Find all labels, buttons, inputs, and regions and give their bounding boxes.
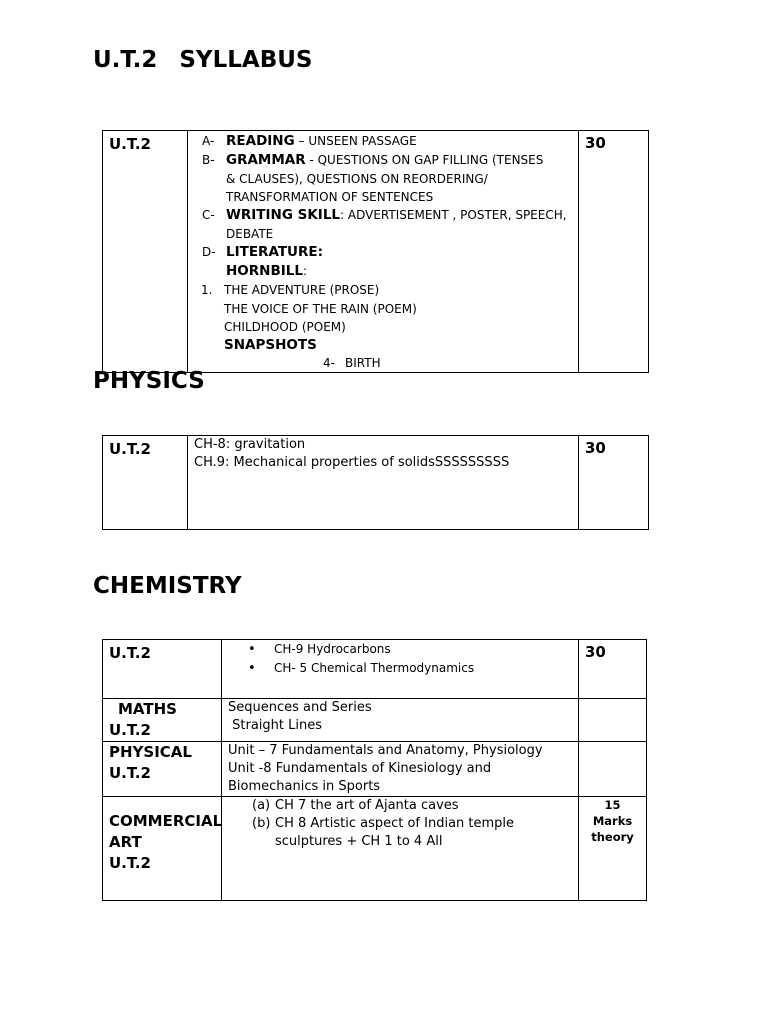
multi-subject-table bbox=[102, 639, 647, 901]
commercial-label bbox=[103, 797, 222, 901]
physics-label: U.T.2 bbox=[103, 436, 188, 530]
commercial-marks-line-2: Marks bbox=[592, 814, 633, 828]
maths-label-line-2: U.T.2 bbox=[109, 721, 151, 739]
maths-marks bbox=[579, 699, 647, 742]
grammar-line-3: TRANSFORMATION OF SENTENCES bbox=[226, 190, 434, 204]
commercial-content bbox=[222, 797, 579, 901]
commercial-marks-line-1: 15 bbox=[604, 798, 621, 812]
commercial-item-a: (a) CH 7 the art of Ajanta caves bbox=[252, 798, 459, 813]
commercial-item-b-line-2: sculptures + CH 1 to 4 All bbox=[275, 834, 443, 849]
commercial-label-line-1: COMMERCIAL bbox=[109, 812, 223, 830]
commercial-item-b: (b) CH 8 Artistic aspect of Indian temple bbox=[252, 816, 515, 831]
maths-line-1: Sequences and Series bbox=[228, 700, 372, 715]
title-syllabus: SYLLABUS bbox=[179, 47, 313, 73]
physics-line-1: CH-8: gravitation bbox=[194, 437, 306, 452]
physics-content bbox=[188, 436, 579, 530]
lit-item-1: 1. THE ADVENTURE (PROSE) bbox=[201, 283, 380, 297]
physical-content bbox=[222, 742, 579, 797]
reading-row: A- READING – UNSEEN PASSAGE bbox=[202, 133, 417, 149]
english-table bbox=[102, 130, 649, 373]
chemistry-content bbox=[222, 640, 579, 699]
birth-row: 4- BIRTH bbox=[323, 356, 381, 370]
chemistry-marks: 30 bbox=[579, 640, 647, 699]
physics-heading: PHYSICS bbox=[93, 368, 205, 394]
writing-row: C- WRITING SKILL: ADVERTISEMENT , POSTER, SPEECH, bbox=[202, 207, 567, 223]
physical-label-line-2: U.T.2 bbox=[109, 764, 151, 782]
physics-table bbox=[102, 435, 649, 530]
maths-label-line-1: MATHS bbox=[118, 700, 177, 718]
physical-label bbox=[103, 742, 222, 797]
chemistry-label: U.T.2 bbox=[103, 640, 222, 699]
physical-line-1: Unit – 7 Fundamentals and Anatomy, Physiology bbox=[228, 743, 543, 758]
snapshots-label: SNAPSHOTS bbox=[224, 337, 317, 353]
page-title bbox=[93, 47, 312, 73]
grammar-row: B- GRAMMAR - QUESTIONS ON GAP FILLING (TENSES bbox=[202, 152, 544, 168]
english-label: U.T.2 bbox=[103, 131, 188, 373]
writing-line-2: DEBATE bbox=[226, 227, 274, 241]
physics-marks: 30 bbox=[579, 436, 649, 530]
maths-line-2: Straight Lines bbox=[228, 718, 322, 733]
physical-label-line-1: PHYSICAL bbox=[109, 743, 192, 761]
hornbill-row: HORNBILL: bbox=[226, 263, 308, 279]
lit-item-3: CHILDHOOD (POEM) bbox=[224, 320, 346, 334]
chemistry-item-2: • CH- 5 Chemical Thermodynamics bbox=[248, 661, 475, 676]
physical-line-3: Biomechanics in Sports bbox=[228, 779, 381, 794]
chemistry-item-1: • CH-9 Hydrocarbons bbox=[248, 642, 391, 657]
grammar-line-2: & CLAUSES), QUESTIONS ON REORDERING/ bbox=[226, 172, 488, 186]
commercial-label-line-3: U.T.2 bbox=[109, 854, 151, 872]
physics-line-2: CH.9: Mechanical properties of solidsSSSSSSSSS bbox=[194, 455, 510, 470]
chemistry-heading: CHEMISTRY bbox=[93, 573, 242, 599]
lit-item-2: THE VOICE OF THE RAIN (POEM) bbox=[224, 302, 417, 316]
physical-marks bbox=[579, 742, 647, 797]
title-ut: U.T.2 bbox=[93, 47, 158, 73]
commercial-marks-line-3: theory bbox=[591, 830, 634, 844]
english-marks: 30 bbox=[579, 131, 649, 373]
bullet-icon: • bbox=[248, 642, 256, 657]
maths-content bbox=[222, 699, 579, 742]
commercial-marks bbox=[579, 797, 647, 901]
english-content bbox=[188, 131, 579, 373]
bullet-icon: • bbox=[248, 661, 256, 676]
literature-row: D- LITERATURE: bbox=[202, 244, 324, 260]
maths-label bbox=[103, 699, 222, 742]
physical-line-2: Unit -8 Fundamentals of Kinesiology and bbox=[228, 761, 492, 776]
commercial-label-line-2: ART bbox=[109, 833, 142, 851]
